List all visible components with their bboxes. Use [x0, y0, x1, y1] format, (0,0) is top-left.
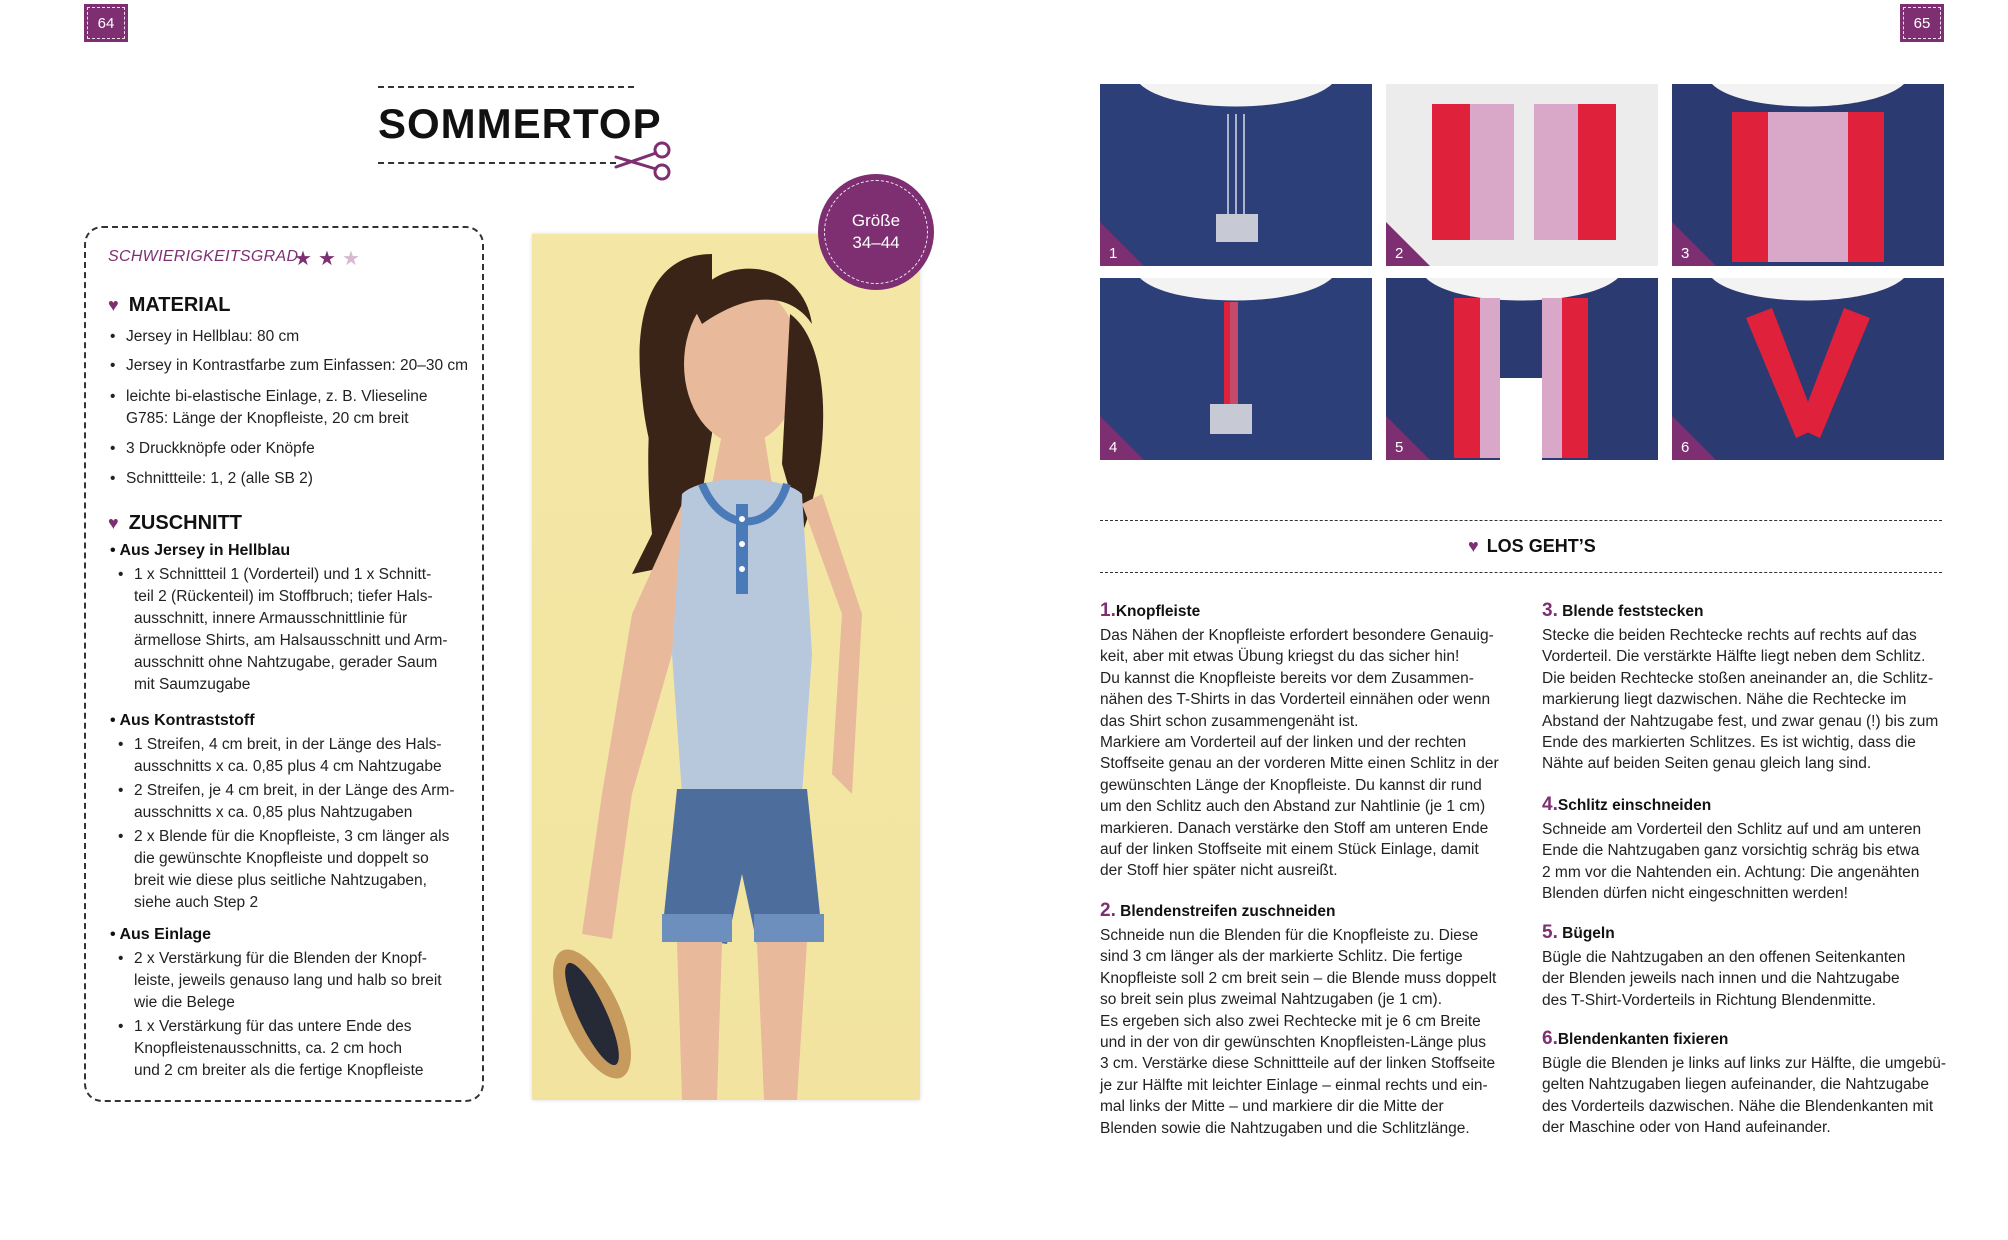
- material-heading-label: MATERIAL: [128, 294, 231, 316]
- step-5: [1542, 922, 1954, 1011]
- zuschnitt-group-title: • Aus Einlage: [110, 926, 212, 943]
- step-heading: [1542, 600, 1954, 622]
- los-gehts-heading: [1468, 536, 1596, 557]
- step-6: [1542, 1028, 1954, 1139]
- heart-icon: ♥: [108, 513, 119, 533]
- material-item-text: Jersey in Hellblau: 80 cm: [126, 328, 300, 345]
- zuschnitt-item-text: 1 x Schnittteil 1 (Vorderteil) und 1 x Schnitt- teil 2 (Rückenteil) im Stoffbruch; tiefer Hals- ausschnitt, innere Armausschnittlinie für ärmellose Shirts, am Halsausschnitt und Arm- ausschnitt ohne Nahtzugabe, gerader Saum mit Saumzugabe: [134, 566, 448, 693]
- title-rule-top: [378, 86, 634, 88]
- difficulty-label: SCHWIERIGKEITSGRAD: [108, 248, 299, 265]
- size-badge-range: 34–44: [852, 233, 900, 252]
- material-item: • leichte bi-elastische Einlage, z. B. Vlieseline G785: Länge der Knopfleiste, 20 cm breit: [110, 386, 470, 430]
- step-heading: [1100, 600, 1512, 622]
- step-number: 3.: [1542, 600, 1558, 621]
- step-title: Blendenstreifen zuschneiden: [1120, 903, 1336, 920]
- step-photo: [1672, 278, 1944, 460]
- material-item-text: 3 Druckknöpfe oder Knöpfe: [126, 440, 315, 457]
- step-number: 1.: [1100, 600, 1116, 621]
- zuschnitt-group-title: • Aus Jersey in Hellblau: [110, 542, 291, 559]
- step-photo-corner: [1386, 416, 1430, 460]
- zuschnitt-item-text: 2 x Verstärkung für die Blenden der Knopf- leiste, jeweils genauso lang und halb so breit wie die Belege: [134, 950, 442, 1011]
- zuschnitt-item-text: 1 x Verstärkung für das untere Ende des Knopfleistenausschnitts, ca. 2 cm hoch und 2 cm breiter als die fertige Knopfleiste: [134, 1018, 424, 1079]
- zuschnitt-item: • 2 Streifen, je 4 cm breit, in der Länge des Arm- ausschnitts x ca. 0,85 plus Nahtzugaben: [118, 780, 468, 824]
- step-photo: [1100, 84, 1372, 266]
- zuschnitt-item: • 1 Streifen, 4 cm breit, in der Länge des Hals- ausschnitts x ca. 0,85 plus 4 cm Nahtzugabe: [118, 734, 468, 778]
- step-photo-number: 3: [1681, 245, 1690, 262]
- material-item: • Jersey in Kontrastfarbe zum Einfassen: 20–30 cm: [110, 355, 470, 377]
- zuschnitt-item-text: 2 Streifen, je 4 cm breit, in der Länge des Arm- ausschnitts x ca. 0,85 plus Nahtzugaben: [134, 782, 455, 821]
- step-title: Knopfleiste: [1115, 603, 1201, 620]
- title-rule-bottom: [378, 162, 616, 164]
- step-photo-number: 5: [1395, 439, 1404, 456]
- section-rule-top: [1100, 520, 1942, 521]
- star-filled-icon: ★: [294, 248, 312, 270]
- step-photo-corner: [1672, 416, 1716, 460]
- step-number: 6.: [1542, 1028, 1558, 1049]
- material-item: • Jersey in Hellblau: 80 cm: [110, 326, 470, 348]
- heart-icon: ♥: [108, 295, 119, 315]
- page-title: SOMMERTOP: [378, 100, 662, 147]
- step-title: Blendenkanten fixieren: [1557, 1031, 1729, 1048]
- zuschnitt-heading: [108, 512, 242, 535]
- step-photo-corner: [1100, 222, 1144, 266]
- los-gehts-label: LOS GEHT’S: [1486, 536, 1596, 556]
- material-item-text: Jersey in Kontrastfarbe zum Einfassen: 20–30 cm: [126, 357, 469, 374]
- step-body: Schneide am Vorderteil den Schlitz auf und am unteren Ende die Nahtzugaben ganz vorsichtig schräg bis etwa 2 mm vor die Nahtenden ein. Achtung: Die angenähten Blenden dürfen nicht eingeschnitten werden!: [1542, 821, 1922, 903]
- step-number: 4.: [1542, 794, 1558, 815]
- step-heading: [1542, 922, 1954, 944]
- zuschnitt-group-title-text: Aus Einlage: [119, 926, 212, 943]
- zuschnitt-item: • 1 x Verstärkung für das untere Ende des Knopfleistenausschnitts, ca. 2 cm hoch und 2 cm breiter als die fertige Knopfleiste: [118, 1016, 468, 1082]
- page-number-right-label: 65: [1913, 14, 1931, 32]
- step-heading: [1100, 900, 1512, 922]
- step-1: [1100, 600, 1512, 882]
- zuschnitt-item-text: 2 x Blende für die Knopfleiste, 3 cm länger als die gewünschte Knopfleiste und doppelt so breit wie diese plus seitliche Nahtzugaben, siehe auch Step 2: [134, 828, 450, 911]
- step-body: Das Nähen der Knopfleiste erfordert besondere Genauig- keit, aber mit etwas Übung kriegst du das sicher hin! Du kannst die Knopfleiste bereits vor dem Zusammen- nähen des T-Shirts in das Vorderteil einnähen oder wenn das Shirt schon zusammengenäht ist. Markiere am Vorderteil auf der linken und der rechten Stoffseite genau an der vorderen Mitte einen Schlitz in der gewünschten Länge der Knopfleiste. Du kannst dir rund um den Schlitz auch den Abstand zur Nahtlinie (je 1 cm) markieren. Danach verstärke den Stoff am unteren Ende auf der linken Stoffseite mit einem Stück Einlage, damit der Stoff hier später nicht ausreißt.: [1100, 627, 1499, 880]
- step-4: [1542, 794, 1954, 905]
- step-photo-number: 2: [1395, 245, 1404, 262]
- step-photo: [1672, 84, 1944, 266]
- step-photo: [1386, 278, 1658, 460]
- step-photo-corner: [1672, 222, 1716, 266]
- step-photo: [1100, 278, 1372, 460]
- step-title: Schlitz einschneiden: [1557, 797, 1712, 814]
- step-body: Schneide nun die Blenden für die Knopfleiste zu. Diese sind 3 cm länger als der markierte Schlitz. Die fertige Knopfleiste soll 2 cm breit sein – die Blende muss doppelt so breit sein plus zweimal Nahtzugaben (je 1 cm). Es ergeben sich also zwei Rechtecke mit je 6 cm Breite und in der von dir gewünschten Knopfleisten-Länge plus 3 cm. Verstärke diese Schnittteile auf der linken Stoffseite je zur Hälfte mit leichter Einlage – einmal rechts und ein- mal links der Mitte – und markiere dir die Mitte der Blenden sowie die Nahtzugaben und die Schlitzlänge.: [1100, 927, 1497, 1137]
- zuschnitt-group-title-text: Aus Kontraststoff: [119, 712, 255, 729]
- zuschnitt-item: • 2 x Verstärkung für die Blenden der Knopf- leiste, jeweils genauso lang und halb so breit wie die Belege: [118, 948, 468, 1014]
- step-photo-number: 6: [1681, 439, 1690, 456]
- page-number-right: [1900, 4, 1944, 42]
- model-photo: [532, 234, 920, 1100]
- star-empty-icon: ★: [342, 248, 360, 270]
- zuschnitt-group-title-text: Aus Jersey in Hellblau: [119, 542, 291, 559]
- section-rule-bottom: [1100, 572, 1942, 573]
- zuschnitt-item: • 2 x Blende für die Knopfleiste, 3 cm länger als die gewünschte Knopfleiste und doppelt so breit wie diese plus seitliche Nahtzugaben, siehe auch Step 2: [118, 826, 468, 914]
- step-photo: [1386, 84, 1658, 266]
- size-badge: [818, 174, 934, 290]
- step-photo-corner: [1100, 416, 1144, 460]
- material-item-text: leichte bi-elastische Einlage, z. B. Vlieseline G785: Länge der Knopfleiste, 20 cm breit: [126, 388, 428, 427]
- model-illustration: [532, 234, 920, 1100]
- page-number-left: [84, 4, 128, 42]
- material-heading: [108, 294, 231, 317]
- step-body: Bügle die Blenden je links auf links zur Hälfte, die umgebü- gelten Nahtzugaben liegen aufeinander, die Nahtzugabe des Vorderteils dazwischen. Nähe die Blendenkanten mit der Maschine oder von Hand aufeinander.: [1542, 1055, 1947, 1137]
- page-number-left-label: 64: [97, 14, 115, 32]
- size-badge-label: Größe: [851, 211, 901, 230]
- step-heading: [1542, 1028, 1954, 1050]
- zuschnitt-item: • 1 x Schnittteil 1 (Vorderteil) und 1 x Schnitt- teil 2 (Rückenteil) im Stoffbruch; tiefer Hals- ausschnitt, innere Armausschnittlinie für ärmellose Shirts, am Halsausschnitt und Arm- ausschnitt ohne Nahtzugabe, gerader Saum mit Saumzugabe: [118, 564, 468, 696]
- step-photo-number: 1: [1109, 245, 1118, 262]
- zuschnitt-item-text: 1 Streifen, 4 cm breit, in der Länge des Hals- ausschnitts x ca. 0,85 plus 4 cm Nahtzugabe: [134, 736, 442, 775]
- material-item: • Schnittteile: 1, 2 (alle SB 2): [110, 468, 470, 490]
- star-filled-icon: ★: [318, 248, 336, 270]
- step-heading: [1542, 794, 1954, 816]
- step-title: Blende feststecken: [1562, 603, 1704, 620]
- step-2: [1100, 900, 1512, 1139]
- step-body: Stecke die beiden Rechtecke rechts auf rechts auf das Vorderteil. Die verstärkte Hälfte liegt neben dem Schlitz. Die beiden Rechtecke stoßen aneinander an, die Schlitz- markierung liegt dazwischen. Nähe die Rechtecke im Abstand der Nahtzugabe fest, und zwar genau (!) bis zum Ende des markierten Schlitzes. Es ist wichtig, dass die Nähte auf beiden Seiten genau gleich lang sind.: [1542, 627, 1939, 773]
- material-item: • 3 Druckknöpfe oder Knöpfe: [110, 438, 470, 460]
- scissors-icon: [612, 140, 674, 182]
- material-item-text: Schnittteile: 1, 2 (alle SB 2): [126, 470, 313, 487]
- zuschnitt-heading-label: ZUSCHNITT: [128, 512, 243, 534]
- step-body: Bügle die Nahtzugaben an den offenen Seitenkanten der Blenden jeweils nach innen und die Nahtzugabe des T-Shirt-Vorderteils in Richtung Blendenmitte.: [1542, 949, 1906, 1009]
- step-number: 5.: [1542, 922, 1558, 943]
- step-photo-number: 4: [1109, 439, 1118, 456]
- heart-icon: ♥: [1468, 536, 1479, 556]
- step-3: [1542, 600, 1954, 775]
- step-title: Bügeln: [1562, 925, 1615, 942]
- step-photo-corner: [1386, 222, 1430, 266]
- zuschnitt-group-title: • Aus Kontraststoff: [110, 712, 255, 729]
- step-number: 2.: [1100, 900, 1116, 921]
